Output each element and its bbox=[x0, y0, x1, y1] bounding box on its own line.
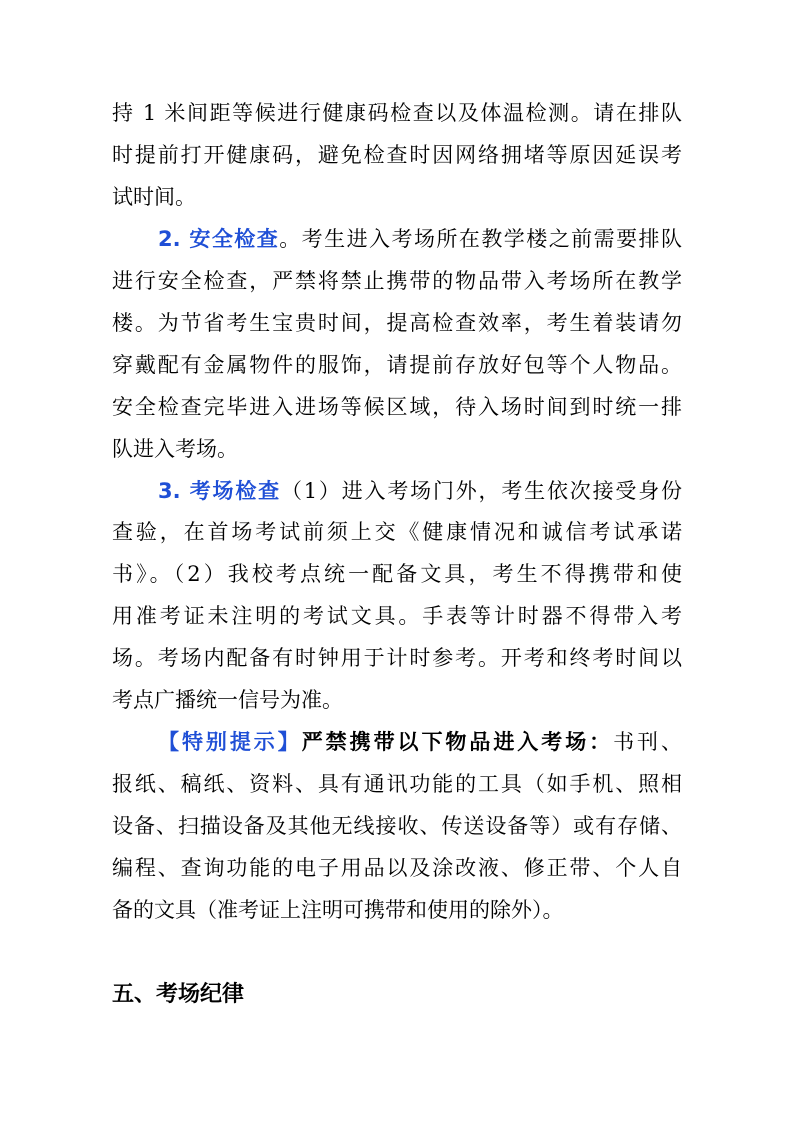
p4-line-1-text: 书刊、 bbox=[613, 730, 683, 755]
p2-line-4: 穿戴配有金属物件的服饰，请提前存放好包等个人物品。 bbox=[112, 352, 682, 377]
p1-line-2: 时提前打开健康码，避免检查时因网络拥堵等原因延误考 bbox=[112, 142, 682, 167]
p3-line-3: 书》。（2）我校考点统一配备文具，考生不得携带和使 bbox=[112, 562, 682, 587]
p3-line-1-text: （1）进入考场门外，考生依次接受身份 bbox=[280, 478, 683, 503]
p2-line-3: 楼。为节省考生宝贵时间，提高检查效率，考生着装请勿 bbox=[112, 310, 682, 335]
p3-line-4: 用准考证未注明的考试文具。手表等计时器不得带入考 bbox=[112, 604, 682, 629]
p4-line-4: 编程、查询功能的电子用品以及涂改液、修正带、个人自 bbox=[112, 856, 682, 881]
p3-line-1 bbox=[158, 476, 682, 508]
p3-line-5: 场。考场内配备有时钟用于计时参考。开考和终考时间以 bbox=[112, 646, 682, 671]
prohibited-items-lead: 严禁携带以下物品进入考场： bbox=[301, 730, 614, 755]
p4-line-2: 报纸、稿纸、资料、具有通讯功能的工具（如手机、照相 bbox=[112, 772, 682, 797]
p4-line-3: 设备、扫描设备及其他无线接收、传送设备等）或有存储、 bbox=[112, 814, 682, 839]
safety-check-label: 2. 安全检查 bbox=[158, 226, 280, 251]
exam-room-check-label: 3. 考场检查 bbox=[158, 478, 281, 503]
p2-line-2: 进行安全检查，严禁将禁止携带的物品带入考场所在教学 bbox=[112, 268, 682, 293]
special-notice-label: 【特别提示】 bbox=[158, 730, 302, 755]
p3-line-2: 查验，在首场考试前须上交《健康情况和诚信考试承诺 bbox=[112, 520, 682, 545]
p1-line-1: 持 1 米间距等候进行健康码检查以及体温检测。请在排队 bbox=[112, 101, 682, 125]
p2-line-1-text: 。考生进入考场所在教学楼之前需要排队 bbox=[279, 226, 683, 251]
p4-line-1 bbox=[158, 727, 682, 759]
p2-line-1 bbox=[158, 224, 682, 256]
p2-line-6: 队进入考场。 bbox=[112, 436, 238, 461]
p2-line-5: 安全检查完毕进入进场等候区域，待入场时间到时统一排 bbox=[112, 394, 682, 419]
p1-line-3: 试时间。 bbox=[112, 184, 196, 209]
section-heading: 五、考场纪律 bbox=[112, 982, 245, 1007]
p3-line-6: 考点广播统一信号为准。 bbox=[112, 688, 343, 713]
p4-line-5: 备的文具（准考证上注明可携带和使用的除外）。 bbox=[112, 898, 564, 922]
